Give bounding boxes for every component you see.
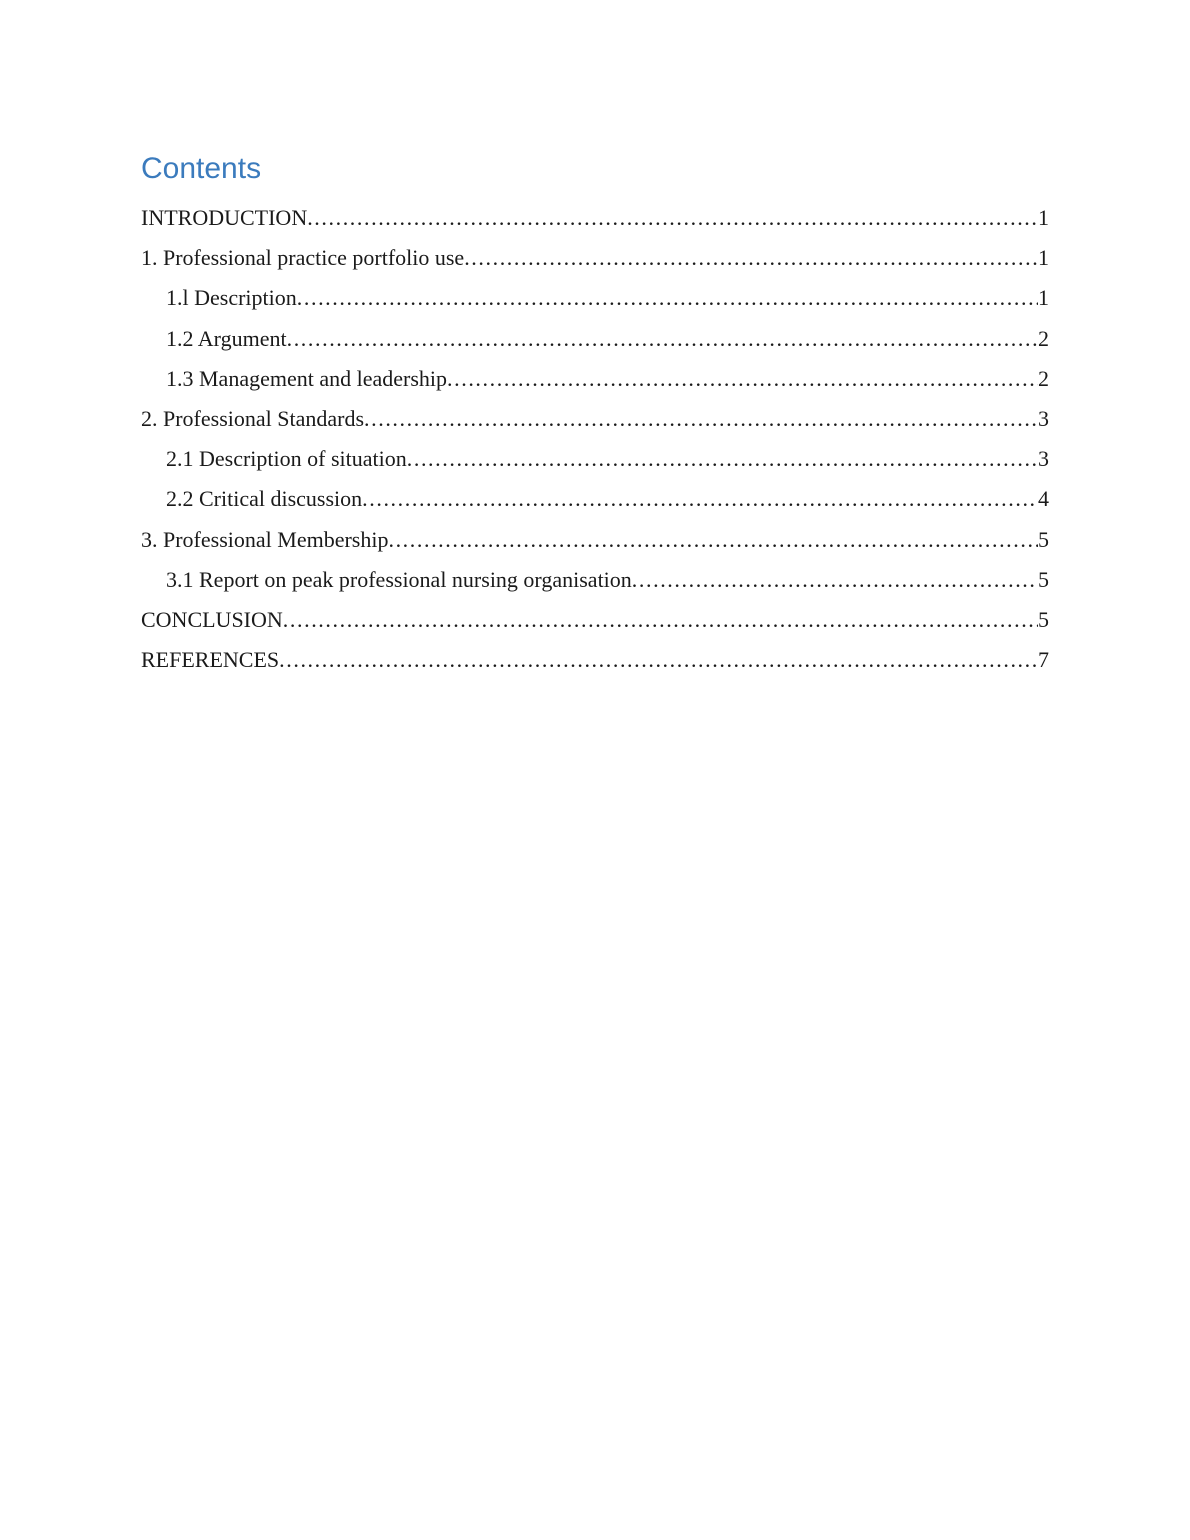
toc-entry [141,479,1049,519]
toc-entry [141,560,1049,600]
toc-entry [141,198,1049,238]
toc-leader-dots [407,439,1038,479]
toc-entry-label: INTRODUCTION [141,205,308,230]
toc-entry-label: 1.l Description [166,285,297,311]
toc-entry-page-number: 3 [1038,446,1049,472]
toc-entry-label: 2. Professional Standards [141,405,365,431]
toc-entry [141,319,1049,359]
toc-entry-page-number: 2 [1038,365,1049,391]
toc-entry-label: 1.2 Argument [166,325,287,351]
toc-leader-dots [297,278,1038,318]
toc-entry-page-number: 5 [1038,606,1049,632]
toc-entry-page-number: 5 [1038,526,1049,552]
toc-entry [141,439,1049,479]
toc-entry-page-number: 3 [1038,405,1049,431]
toc-entry-page-number: 4 [1038,486,1049,512]
toc-entry [141,238,1049,278]
toc-leader-dots [447,359,1038,399]
toc-entry-label: 3. Professional Membership [141,526,389,552]
table-of-contents [141,198,1049,680]
toc-leader-dots [632,560,1038,600]
toc-entry-page-number: 1 [1038,205,1049,230]
toc-leader-dots [362,479,1038,519]
toc-entry-page-number: 1 [1038,285,1049,311]
toc-entry-page-number: 2 [1038,325,1049,351]
toc-entry-label: 2.1 Description of situation [166,446,407,472]
toc-leader-dots [279,640,1038,680]
toc-entry-label: 3.1 Report on peak professional nursing organisation [166,566,632,592]
toc-entry-label: 2.2 Critical discussion [166,486,363,512]
toc-entry-page-number: 5 [1038,566,1049,592]
toc-entry-label: CONCLUSION [141,606,283,632]
toc-entry [141,520,1049,560]
toc-leader-dots [388,520,1038,560]
toc-entry [141,600,1049,640]
toc-entry-label: 1.3 Management and leadership [166,365,448,391]
toc-leader-dots [464,238,1038,278]
toc-leader-dots [283,600,1038,640]
toc-entry-label: 1. Professional practice portfolio use [141,245,465,271]
toc-entry-page-number: 7 [1038,647,1049,673]
toc-leader-dots [364,399,1038,439]
toc-entry-label: REFERENCES [141,647,280,673]
contents-heading: Contents [141,152,262,185]
toc-entry [141,640,1049,680]
toc-entry [141,399,1049,439]
toc-leader-dots [307,198,1038,238]
toc-entry [141,278,1049,318]
toc-leader-dots [287,319,1038,359]
toc-entry [141,359,1049,399]
toc-entry-page-number: 1 [1038,245,1049,271]
